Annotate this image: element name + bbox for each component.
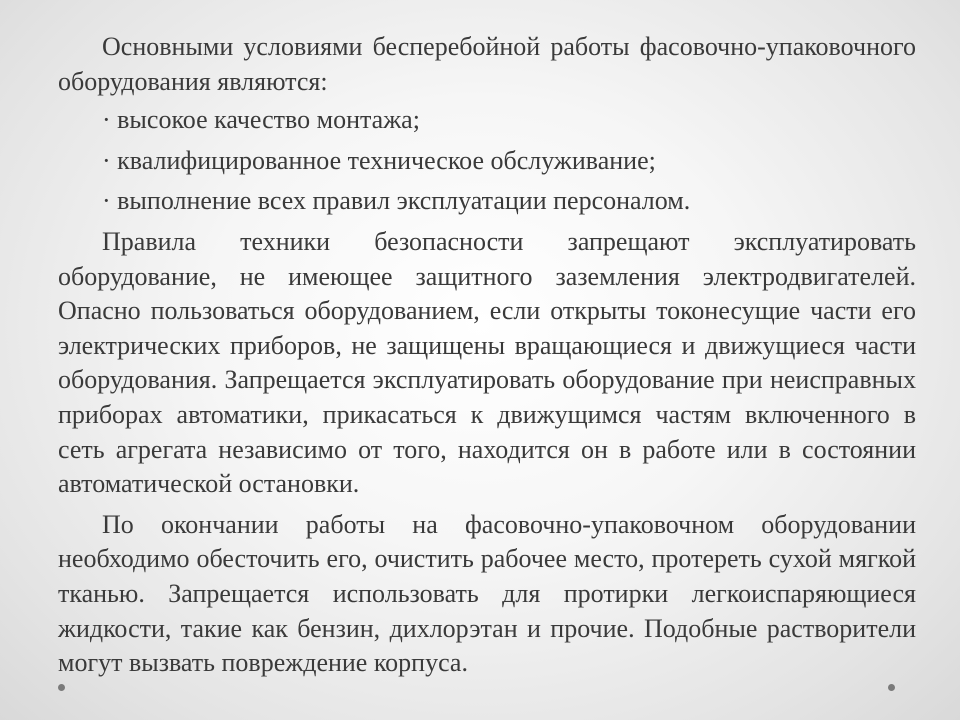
- conditions-list: [58, 103, 916, 219]
- list-item: · квалифицированное техническое обслуживание;: [102, 145, 656, 175]
- decorative-dot-left: [58, 684, 65, 691]
- list-item: · выполнение всех правил эксплуатации персоналом.: [102, 186, 691, 216]
- end-of-work-paragraph: По окончании работы на фасовочно-упаковочном оборудовании необходимо обесточить его, очистить рабочее место, протереть сухой мягкой тканью. Запрещается использовать для протирки легкоиспаряющиеся жидкости, такие как бензин, дихлорэтан и прочие. Подобные растворители могут вызвать повреждение корпуса.: [58, 509, 916, 678]
- decorative-dot-right: [888, 684, 895, 691]
- intro-paragraph: Основными условиями бесперебойной работы фасовочно-упаковочного оборудования являются:: [58, 32, 916, 96]
- list-item: · высокое качество монтажа;: [102, 105, 420, 135]
- slide-text-body: [58, 30, 916, 681]
- safety-rules-paragraph: Правила техники безопасности запрещают эксплуатировать оборудование, не имеющее защитного заземления электродвигателей. Опасно пользоваться оборудованием, если открыты токонесущие части его электрических приборов, не защищены вращающиеся и движущиеся части оборудования. Запрещается эксплуатировать оборудование при неисправных приборах автоматики, прикасаться к движущимся частям включенного в сеть агрегата независимо от того, находится он в работе или в состоянии автоматической остановки.: [58, 226, 916, 499]
